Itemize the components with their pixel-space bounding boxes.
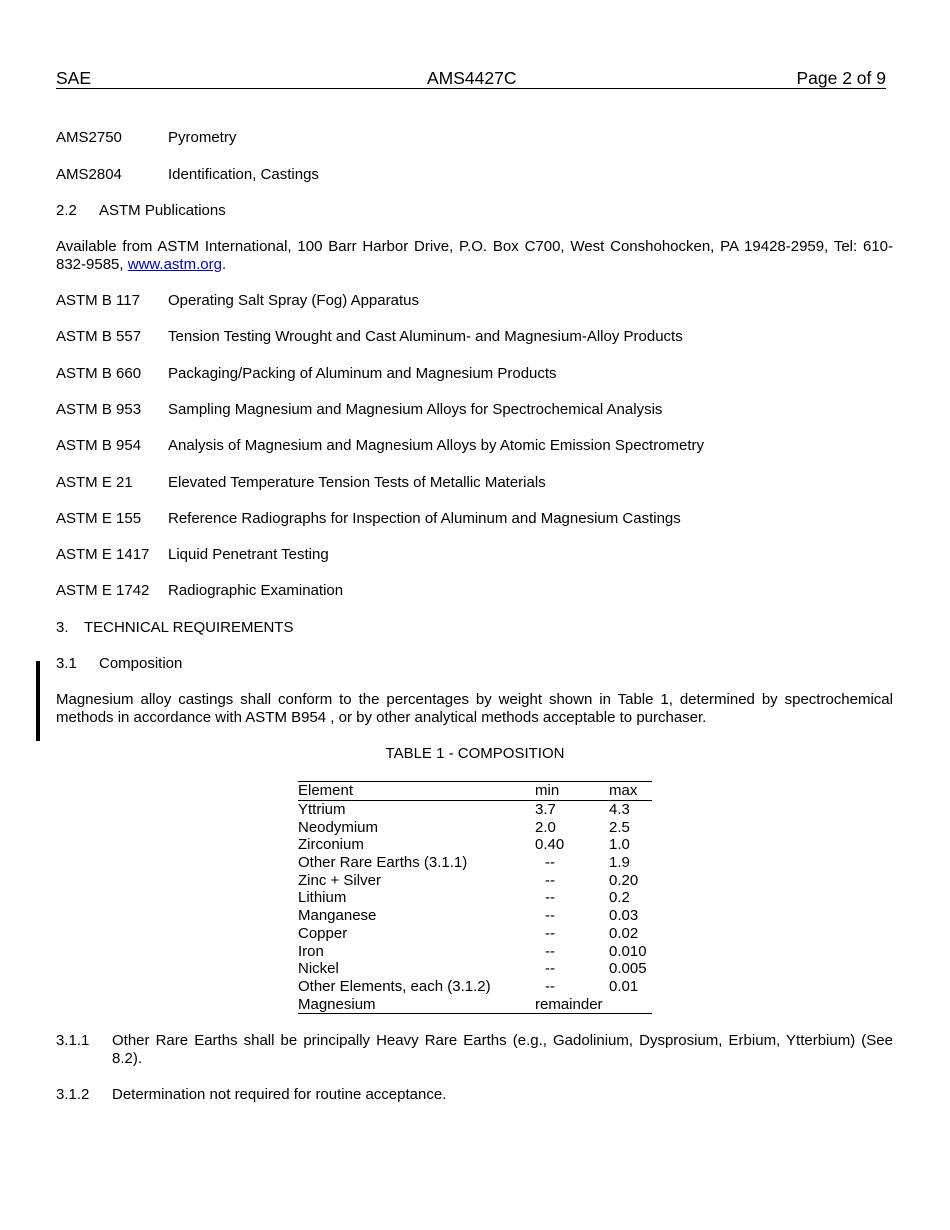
cell-min: --	[545, 960, 555, 978]
cell-max: 0.20	[609, 871, 639, 889]
reference-code: ASTM E 1742	[56, 582, 150, 599]
header-page-number: Page 2 of 9	[796, 68, 886, 88]
cell-min: 2.0	[535, 818, 556, 836]
reference-title: Identification, Castings	[168, 166, 319, 183]
cell-element: Yttrium	[298, 801, 346, 818]
cell-min: --	[545, 889, 555, 907]
reference-title: Reference Radiographs for Inspection of Aluminum and Magnesium Castings	[168, 510, 681, 527]
reference-code: ASTM E 1417	[56, 546, 150, 563]
section-number: 3.	[56, 619, 69, 636]
column-header-max: max	[609, 782, 638, 799]
subsection-number: 3.1.1	[56, 1032, 90, 1049]
cell-min: --	[545, 924, 555, 942]
reference-title: Operating Salt Spray (Fog) Apparatus	[168, 292, 419, 309]
reference-code: ASTM B 953	[56, 401, 142, 418]
table-row	[298, 925, 652, 943]
reference-code: ASTM B 954	[56, 437, 142, 454]
reference-code: ASTM B 660	[56, 365, 142, 382]
cell-min: 0.40	[535, 836, 565, 854]
section-title: ASTM Publications	[99, 202, 226, 219]
cell-element: Zinc + Silver	[298, 871, 381, 889]
cell-element: Manganese	[298, 907, 377, 925]
cell-element: Neodymium	[298, 818, 379, 836]
cell-max: 0.2	[609, 889, 630, 907]
cell-max: 4.3	[609, 801, 630, 818]
section-heading-3	[56, 619, 294, 636]
section-heading-2-2	[56, 202, 226, 219]
page-header	[56, 68, 886, 89]
table-row	[298, 978, 652, 996]
table-row	[298, 907, 652, 925]
table-row	[298, 889, 652, 907]
table-row	[298, 943, 652, 961]
reference-title: Liquid Penetrant Testing	[168, 546, 329, 563]
cell-min: --	[545, 907, 555, 925]
table-row	[298, 819, 652, 837]
column-header-element: Element	[298, 782, 354, 799]
reference-code: ASTM B 117	[56, 292, 140, 309]
section-title: TECHNICAL REQUIREMENTS	[84, 619, 294, 636]
reference-title: Pyrometry	[168, 129, 237, 146]
reference-code: AMS2750	[56, 129, 122, 146]
cell-max: 0.010	[609, 942, 647, 960]
table-row	[298, 872, 652, 890]
astm-link[interactable]: www.astm.org	[127, 256, 222, 273]
reference-title: Radiographic Examination	[168, 582, 344, 599]
subsection-number: 3.1.2	[56, 1086, 90, 1103]
cell-element: Other Elements, each (3.1.2)	[298, 977, 491, 995]
table-caption: TABLE 1 - COMPOSITION	[385, 745, 565, 762]
cell-min: --	[545, 871, 555, 889]
subsection-text: Other Rare Earths shall be principally Heavy Rare Earths (e.g., Gadolinium, Dysprosium, Erbium, Ytterbium) (See 8.2).	[112, 1032, 893, 1067]
cell-max: 0.01	[609, 977, 639, 995]
column-header-min: min	[535, 782, 560, 799]
cell-element: Zirconium	[298, 836, 364, 854]
cell-max: 1.0	[609, 836, 630, 854]
subsection-text: Determination not required for routine acceptance.	[112, 1086, 447, 1103]
cell-max: 0.03	[609, 907, 639, 925]
cell-max: 1.9	[609, 854, 630, 872]
cell-min: --	[545, 942, 555, 960]
reference-code: AMS2804	[56, 166, 122, 183]
table-row	[298, 854, 652, 872]
availability-paragraph: Available from ASTM International, 100 Barr Harbor Drive, P.O. Box C700, West Conshohocken, PA 19428-2959, Tel: 610-832-9585, www.astm.org.	[56, 238, 893, 273]
cell-max: 0.02	[609, 924, 639, 942]
reference-code: ASTM E 155	[56, 510, 142, 527]
table-header-row	[298, 782, 652, 801]
composition-table	[298, 781, 652, 1014]
reference-title: Elevated Temperature Tension Tests of Metallic Materials	[168, 474, 546, 491]
cell-element: Copper	[298, 924, 348, 942]
cell-min: --	[545, 977, 555, 995]
cell-min: --	[545, 854, 555, 872]
reference-title: Sampling Magnesium and Magnesium Alloys for Spectrochemical Analysis	[168, 401, 663, 418]
cell-max: 2.5	[609, 818, 630, 836]
cell-max: 0.005	[609, 960, 647, 978]
header-org: SAE	[56, 68, 92, 88]
header-doc-number: AMS4427C	[427, 68, 517, 88]
cell-element: Lithium	[298, 889, 347, 907]
table-row	[298, 960, 652, 978]
table-row	[298, 801, 652, 819]
reference-title: Tension Testing Wrought and Cast Aluminum- and Magnesium-Alloy Products	[168, 328, 683, 345]
composition-paragraph: Magnesium alloy castings shall conform to the percentages by weight shown in Table 1, determined by spectrochemical methods in accordance with ASTM B954 , or by other analytical methods acceptable to purchaser.	[56, 691, 893, 726]
cell-element: Other Rare Earths (3.1.1)	[298, 854, 468, 872]
reference-title: Packaging/Packing of Aluminum and Magnesium Products	[168, 365, 557, 382]
section-title: Composition	[99, 655, 183, 672]
revision-change-bar	[36, 661, 40, 741]
table-row	[298, 996, 652, 1014]
reference-title: Analysis of Magnesium and Magnesium Alloys by Atomic Emission Spectrometry	[168, 437, 705, 454]
cell-element: Nickel	[298, 960, 339, 978]
cell-min: 3.7	[535, 801, 556, 818]
cell-min: remainder	[535, 995, 603, 1013]
reference-code: ASTM B 557	[56, 328, 142, 345]
section-number: 2.2	[56, 202, 77, 219]
reference-code: ASTM E 21	[56, 474, 133, 491]
table-row	[298, 836, 652, 854]
cell-element: Magnesium	[298, 995, 376, 1013]
section-heading-3-1	[56, 655, 183, 672]
cell-element: Iron	[298, 942, 324, 960]
section-number: 3.1	[56, 655, 77, 672]
